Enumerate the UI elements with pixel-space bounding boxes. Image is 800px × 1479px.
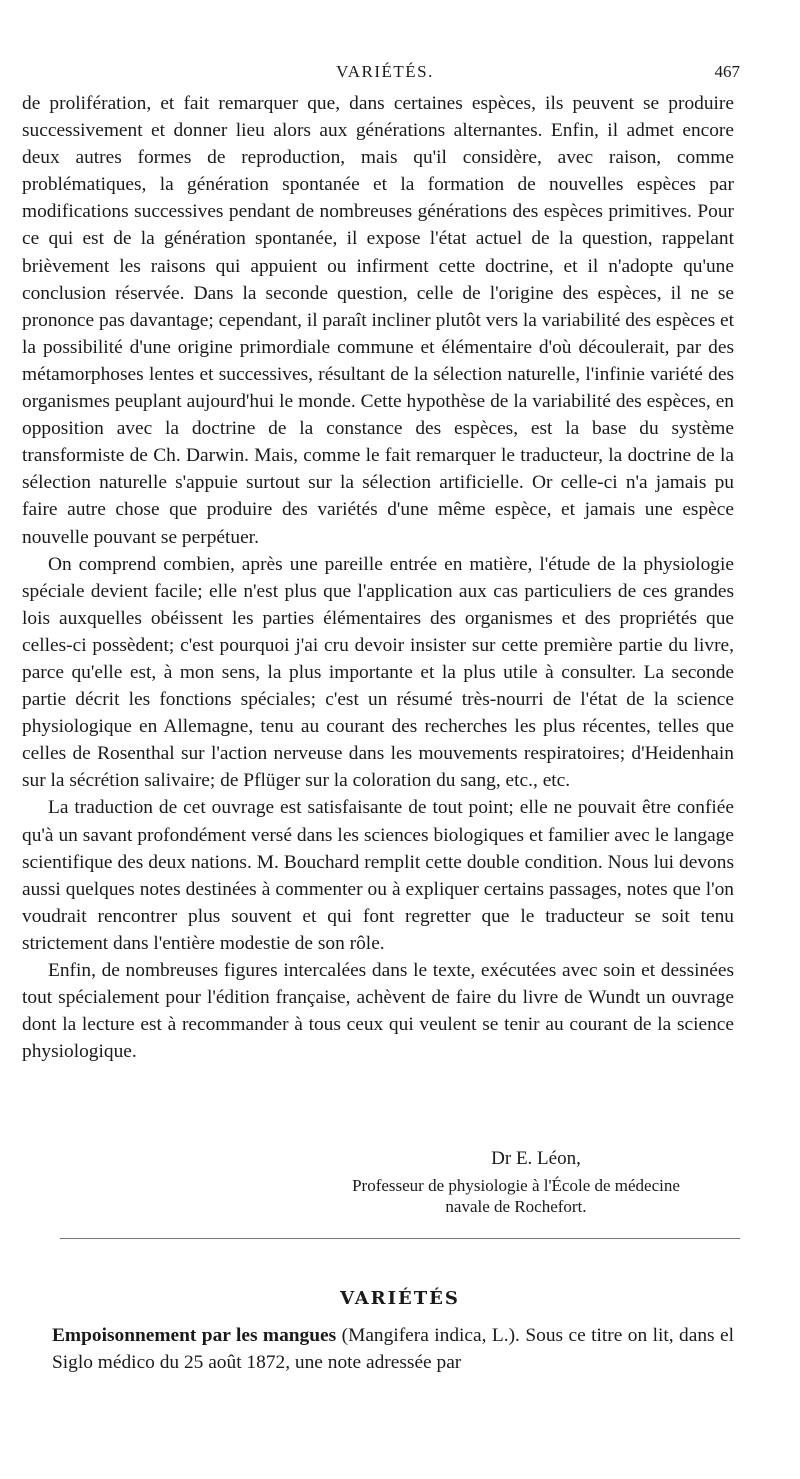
section-divider bbox=[60, 1238, 740, 1239]
running-head bbox=[30, 62, 740, 86]
paragraph-1: de prolifération, et fait remarquer que, dans certaines espèces, ils peuvent se produire successivement et donner lieu alors aux générations alternantes. Enfin, il admet encore deux autres formes de reproduction, mais qu'il considère, avec raison, comme problématiques, la génération spontanée et la formation de nouvelles espèces par modifications successives pendant de nombreuses générations des espèces primitives. Pour ce qui est de la génération spontanée, il expose l'état actuel de la question, rappelant brièvement les raisons qui appuient ou infirment cette doctrine, et il n'adopte qu'une conclusion réservée. Dans la seconde question, celle de l'origine des espèces, il ne se prononce pas davantage; cependant, il paraît incliner plutôt vers la variabilité des espèces et la possibilité d'une origine primordiale commune et élémentaire d'où découlerait, par des métamorphoses lentes et successives, résultant de la sélection naturelle, l'infinie variété des organismes peuplant aujourd'hui le monde. Cette hypothèse de la variabilité des espèces, en opposition avec la doctrine de la constance des espèces, est la base du système transformiste de Ch. Darwin. Mais, comme le fait remarquer le traducteur, la doctrine de la sélection naturelle s'appuie surtout sur la sélection artificielle. Or celle-ci n'a jamais pu faire autre chose que produire des variétés d'une même espèce, et jamais une espèce nouvelle pouvant se perpétuer. bbox=[22, 93, 734, 548]
paragraph-2: On comprend combien, après une pareille entrée en matière, l'étude de la physiologie spéciale devient facile; elle n'est plus que l'application aux cas particuliers de ces grandes lois auxquelles obéissent les parties élémentaires des organismes et des propriétés que celles-ci possèdent; c'est pourquoi j'ai cru devoir insister sur cette première partie du livre, parce qu'elle est, à mon sens, la plus importante et la plus utile à consulter. La seconde partie décrit les fonctions spéciales; c'est un résumé très-nourri de l'état de la science physiologique en Allemagne, tenu au courant des recherches les plus récentes, telles que celles de Rosenthal sur l'action nerveuse dans les mouvements respiratoires; d'Heidenhain sur la sécrétion salivaire; de Pflüger sur la coloration du sang, etc., etc. bbox=[22, 553, 734, 792]
article-lead-text: Sous ce titre on lit, dans el Siglo médico du 25 août 1872, une note adressée par bbox=[52, 1325, 735, 1373]
article-lead-title: Empoisonnement par les mangues bbox=[52, 1325, 337, 1346]
article-lead-species: (Mangifera indica, L.). bbox=[341, 1325, 520, 1346]
author-signature bbox=[300, 1148, 732, 1217]
author-name: Dr E. Léon, bbox=[491, 1148, 581, 1169]
article-opening bbox=[52, 1322, 734, 1376]
author-title-line-1: Professeur de physiologie à l'École de médecine bbox=[352, 1176, 680, 1195]
paragraph-3: La traduction de cet ouvrage est satisfaisante de tout point; elle ne pouvait être confiée qu'à un savant profondément versé dans les sciences biologiques et familier avec le langage scientifique des deux nations. M. Bouchard remplit cette double condition. Nous lui devons aussi quelques notes destinées à commenter ou à expliquer certains passages, notes que l'on voudrait rencontrer plus souvent et qui font regretter que le traducteur se soit tenu strictement dans l'entière modestie de son rôle. bbox=[22, 797, 734, 954]
review-body bbox=[22, 90, 734, 1065]
section-heading: VARIÉTÉS bbox=[340, 1288, 460, 1309]
paragraph-4: Enfin, de nombreuses figures intercalées dans le texte, exécutées avec soin et dessinées tout spécialement pour l'édition française, achèvent de faire du livre de Wundt un ouvrage dont la lecture est à recommander à tous ceux qui veulent se tenir au courant de la science physiologique. bbox=[22, 960, 734, 1063]
author-title-line-2: navale de Rochefort. bbox=[445, 1197, 587, 1216]
page-number: 467 bbox=[714, 62, 740, 81]
running-head-title: VARIÉTÉS. bbox=[336, 62, 434, 81]
